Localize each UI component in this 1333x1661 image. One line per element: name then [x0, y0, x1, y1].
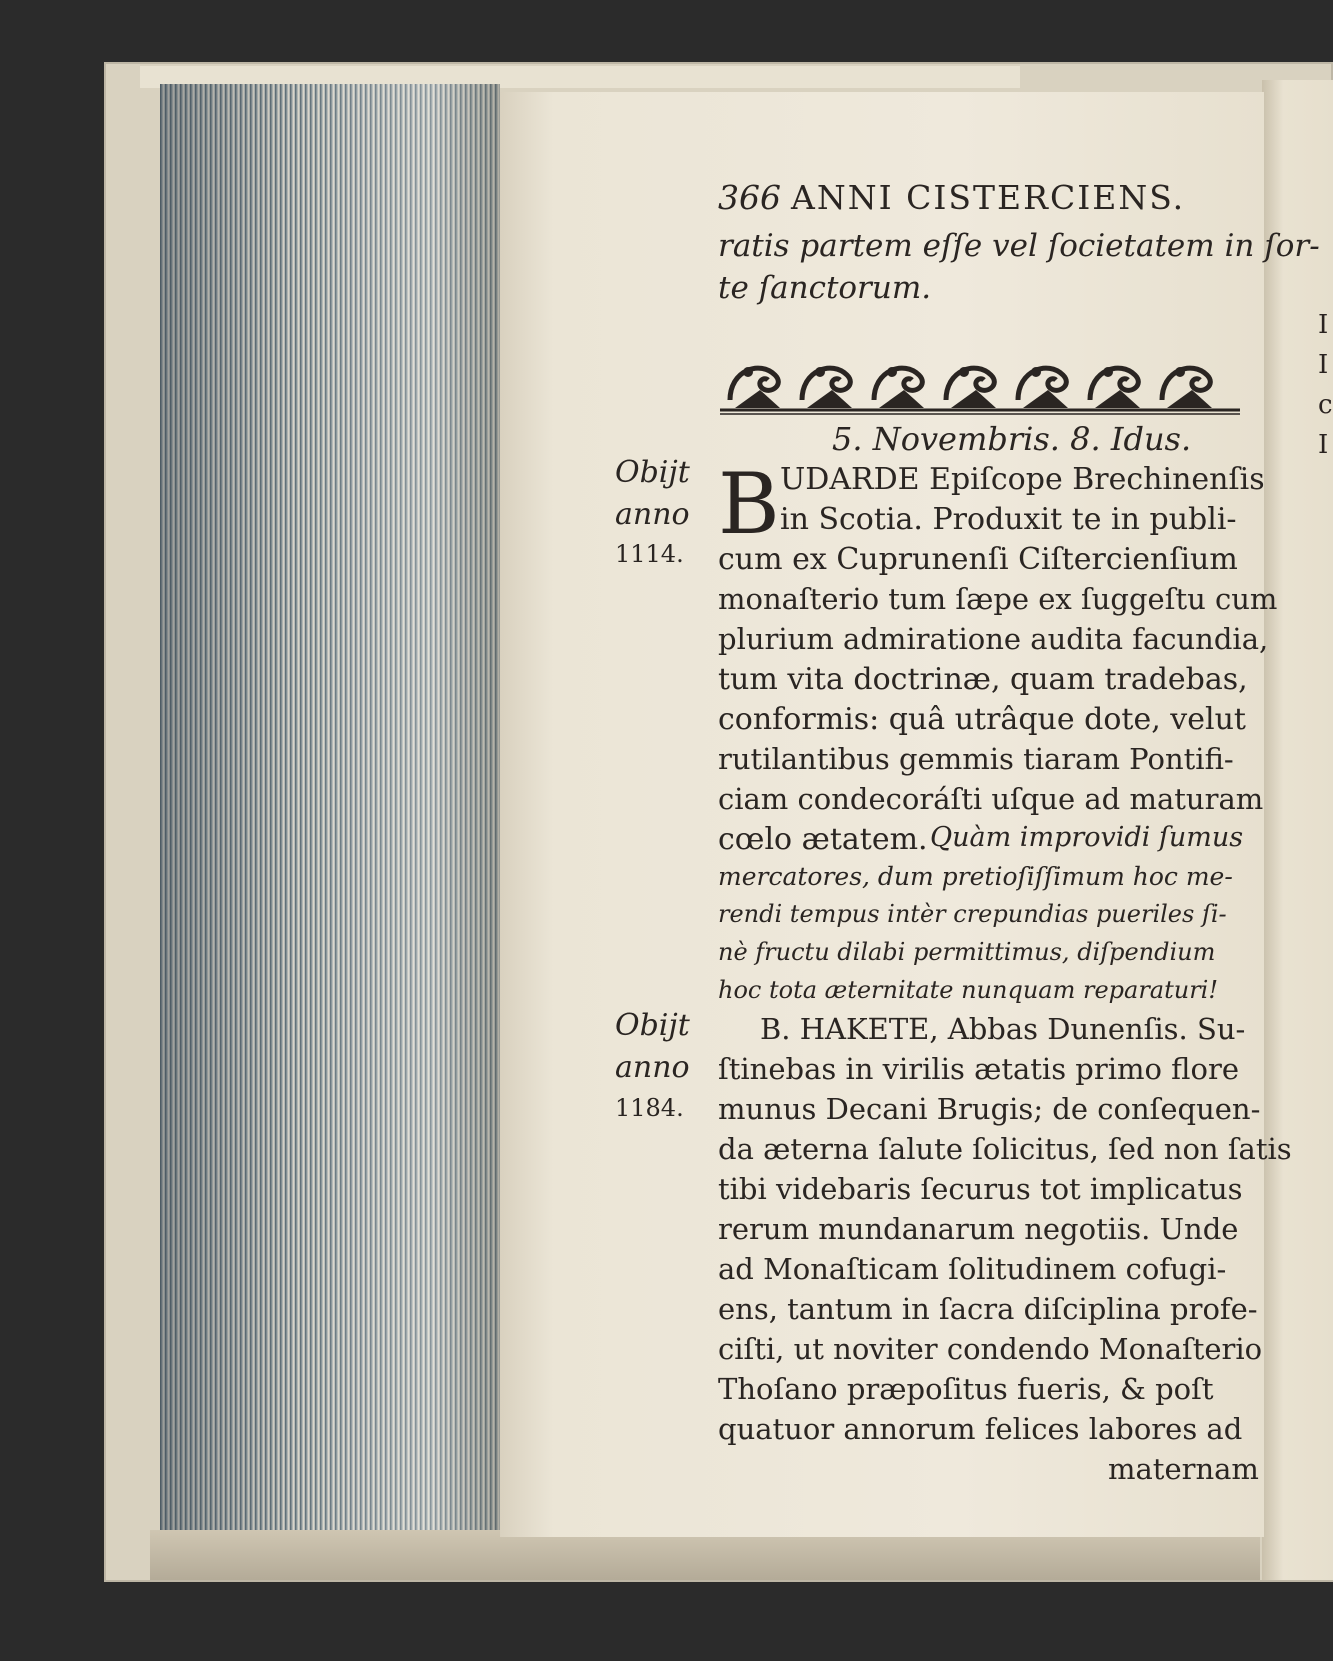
- text-line: ens, tantum in ſacra diſciplina profe-: [718, 1292, 1258, 1326]
- text-line: plurium admiratione audita facundia,: [718, 622, 1269, 656]
- text-line: munus Decani Brugis; de conſequen-: [718, 1092, 1261, 1126]
- next-page-fragment: I: [1318, 310, 1329, 340]
- text-line: monaſterio tum ſæpe ex ſuggeſtu cum: [718, 582, 1278, 616]
- next-page-fragment: c: [1318, 390, 1333, 420]
- page-number: 366: [718, 178, 781, 217]
- text-line-italic: rendi tempus intèr crepundias pueriles ſi-: [718, 900, 1227, 928]
- text-line: te ſanctorum.: [718, 270, 932, 306]
- text-line: rerum mundanarum negotiis. Unde: [718, 1212, 1239, 1246]
- next-page-fragment: I: [1318, 430, 1329, 460]
- text-line: cum ex Cuprunenſi Ciſtercienſium: [718, 542, 1238, 577]
- page-stack-fore-edge: [160, 84, 500, 1534]
- text-line: ratis partem eſſe vel ſocietatem in ſor-: [718, 228, 1320, 264]
- text-line: tum vita doctrinæ, quam tradebas,: [718, 662, 1248, 697]
- text-line-italic: Quàm improvidi ſumus: [930, 822, 1244, 853]
- text-line: ciſti, ut noviter condendo Monaſterio: [718, 1332, 1263, 1366]
- text-line: UDARDE Epiſcope Brechinenſis: [780, 462, 1265, 497]
- floral-band-ornament-icon: [720, 350, 1240, 420]
- next-page-fragment: I: [1318, 350, 1329, 380]
- catchword: maternam: [1108, 1452, 1259, 1486]
- text-line-italic: hoc tota æternitate nunquam reparaturi!: [718, 976, 1219, 1004]
- margin-note-year: 1114.: [615, 540, 684, 568]
- margin-note-anno: anno: [615, 497, 690, 532]
- running-head: [718, 178, 1185, 217]
- text-line: ſtinebas in virilis ætatis primo flore: [718, 1052, 1240, 1086]
- drop-cap: B: [718, 455, 780, 553]
- text-line: da æterna ſalute ſolicitus, ſed non ſatis: [718, 1132, 1292, 1166]
- text-line: conformis: quâ utrâque dote, velut: [718, 702, 1246, 737]
- margin-note-obiit: Obijt: [615, 455, 690, 490]
- text-line: quatuor annorum felices labores ad: [718, 1412, 1243, 1446]
- text-line: in Scotia. Produxit te in publi-: [780, 502, 1237, 537]
- text-line: cœlo ætatem.: [718, 822, 928, 857]
- text-line: B. HAKETE, Abbas Dunenſis. Su-: [760, 1012, 1246, 1046]
- page-stack-bottom: [150, 1530, 1260, 1580]
- margin-note-obiit: Obijt: [615, 1008, 690, 1043]
- running-title: ANNI CISTERCIENS.: [791, 178, 1186, 217]
- text-line: Thoſano præpoſitus fueris, & poſt: [718, 1372, 1214, 1406]
- text-line: ad Monaſticam ſolitudinem cofugi-: [718, 1252, 1227, 1286]
- margin-note-anno: anno: [615, 1050, 690, 1085]
- text-line: ciam condecoráſti uſque ad maturam: [718, 782, 1264, 816]
- next-page-edge: [1262, 80, 1333, 1580]
- date-heading: 5. Novembris. 8. Idus.: [832, 420, 1192, 458]
- text-line: tibi videbaris ſecurus tot implicatus: [718, 1172, 1243, 1206]
- text-line: rutilantibus gemmis tiaram Pontifi-: [718, 742, 1234, 776]
- margin-note-year: 1184.: [615, 1094, 684, 1122]
- text-line-italic: nè fructu dilabi permittimus, diſpendium: [718, 938, 1216, 966]
- text-line-italic: mercatores, dum pretioſiſſimum hoc me-: [718, 862, 1233, 891]
